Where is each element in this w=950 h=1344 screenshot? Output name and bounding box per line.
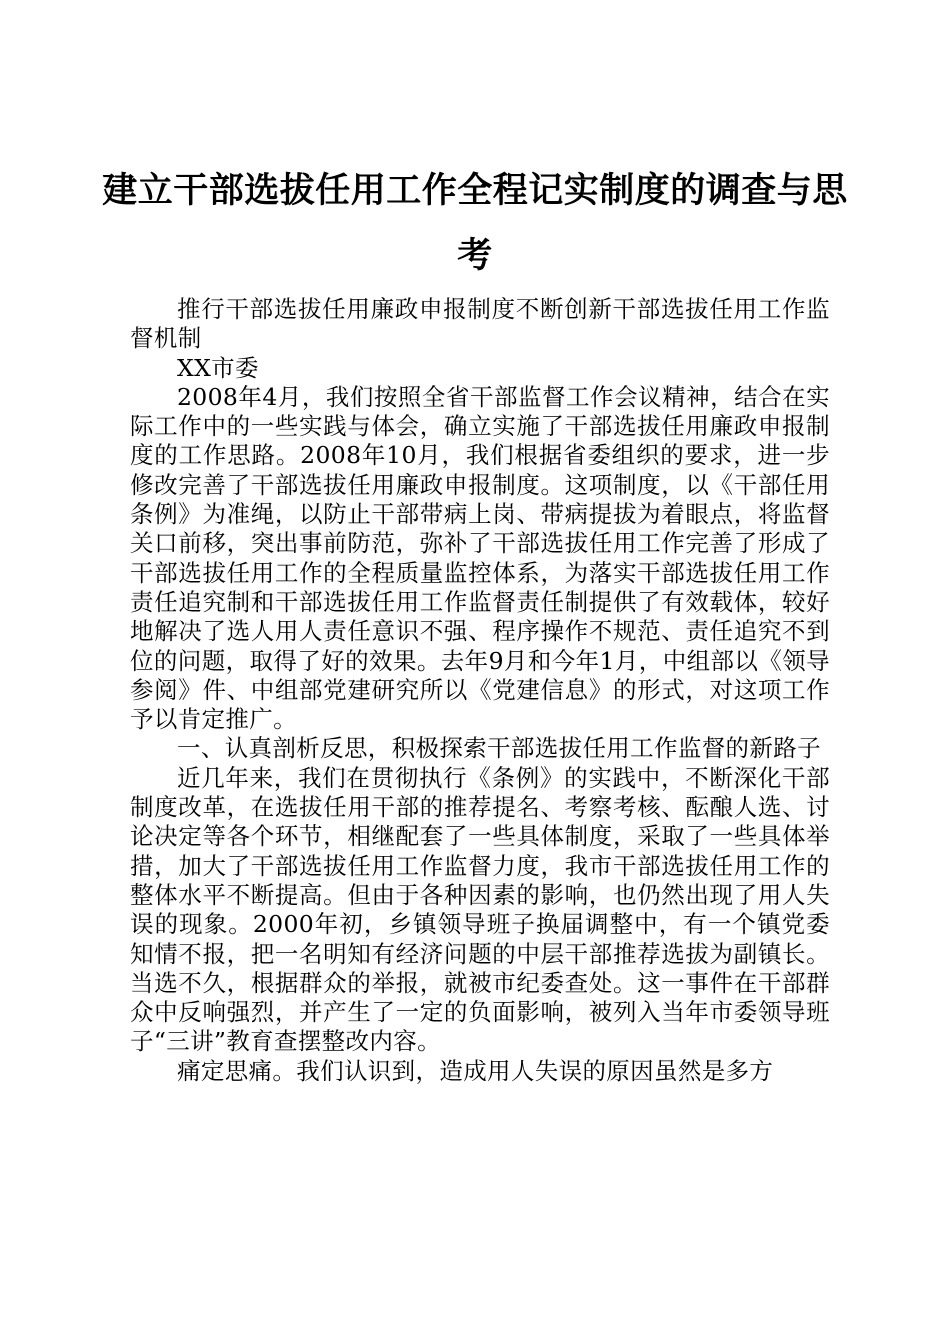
document-body (130, 295, 830, 1086)
subtitle-paragraph: 推行干部选拔任用廉政申报制度不断创新干部选拔任用工作监督机制 (130, 295, 830, 353)
body-paragraph: 痛定思痛。我们认识到，造成用人失误的原因虽然是多方 (177, 1056, 774, 1085)
author-line: XX市委 (177, 353, 259, 382)
body-paragraph: 2008年4月，我们按照全省干部监督工作会议精神，结合在实际工作中的一些实践与体会，确立实施了干部选拔任用廉政申报制度的工作思路。2008年10月，我们根据省委组织的要求，进一步修改完善了干部选拔任用廉政申报制度。这项制度，以《干部任用条例》为准绳，以防止干部带病上岗、带病提拔为着眼点，将监督关口前移，突出事前防范，弥补了干部选拔任用工作完善了形成了干部选拔任用工作的全程质量监控体系，为落实干部选拔任用工作责任追究制和干部选拔任用工作监督责任制提供了有效载体，较好地解决了选人用人责任意识不强、程序操作不规范、责任追究不到位的问题，取得了好的效果。去年9月和今年1月，中组部以《领导参阅》件、中组部党建研究所以《党建信息》的形式，对这项工作予以肯定推广。 (130, 382, 830, 734)
section-heading: 一、认真剖析反思，积极探索干部选拔任用工作监督的新路子 (177, 734, 821, 763)
document-title: 建立干部选拔任用工作全程记实制度的调查与思考 (102, 170, 848, 276)
body-paragraph: 近几年来，我们在贯彻执行《条例》的实践中，不断深化干部制度改革，在选拔任用干部的推荐提名、考察考核、酝酿人选、讨论决定等各个环节，相继配套了一些具体制度，采取了一些具体举措，加大了干部选拔任用工作监督力度，我市干部选拔任用工作的整体水平不断提高。但由于各种因素的影响，也仍然出现了用人失误的现象。2000年初，乡镇领导班子换届调整中，有一个镇党委知情不报，把一名明知有经济问题的中层干部推荐选拔为副镇长。当选不久，根据群众的举报，就被市纪委查处。这一事件在干部群众中反响强烈，并产生了一定的负面影响，被列入当年市委领导班子“三讲”教育查摆整改内容。 (130, 763, 830, 1056)
